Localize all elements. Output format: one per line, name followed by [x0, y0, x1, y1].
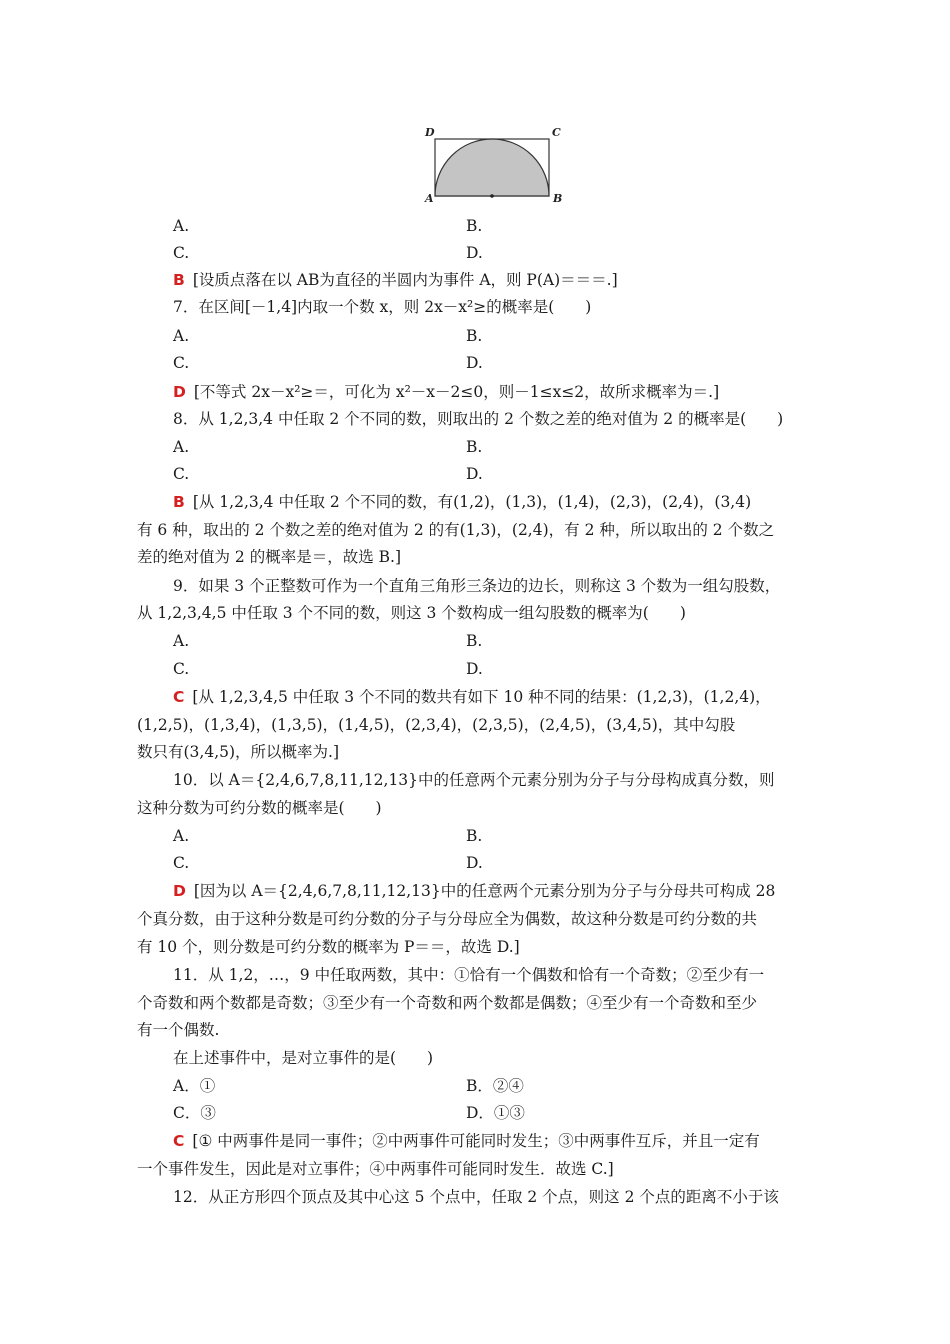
q10-option-a: A.: [173, 827, 190, 845]
q11-stem-3: 有一个偶数.: [137, 1021, 220, 1039]
q12-stem-1: 12．从正方形四个顶点及其中心这 5 个点中，任取 2 个点，则这 2 个点的距离不小于该: [173, 1188, 779, 1206]
label-D: D: [425, 126, 435, 139]
semicircle-in-rectangle-figure: [420, 122, 570, 208]
q9-stem-1: 9．如果 3 个正整数可作为一个直角三角形三条边的边长，则称这 3 个数为一组勾股数，: [173, 577, 781, 595]
q11-option-a: A．①: [173, 1077, 216, 1095]
q11-answer-text-1: [① 中两事件是同一事件；②中两事件可能同时发生；③中两事件互斥，并且一定有: [192, 1132, 760, 1150]
q11-answer: [173, 1131, 853, 1151]
q7-option-d: D.: [466, 354, 483, 372]
q9-option-d: D.: [466, 660, 483, 678]
label-B: B: [553, 192, 563, 205]
q8-option-b: B.: [466, 438, 483, 456]
q9-answer-text-1: [从 1,2,3,4,5 中任取 3 个不同的数共有如下 10 种不同的结果：(1,2,3)，(1,2,4)，: [192, 688, 771, 706]
q6-option-b: B.: [466, 217, 483, 235]
q11-stem-2: 个奇数和两个数都是奇数；③至少有一个奇数和两个数都是偶数；④至少有一个奇数和至少: [137, 994, 758, 1012]
q10-stem-1: 10．以 A＝{2,4,6,7,8,11,12,13}中的任意两个元素分别为分子与分母构成真分数，则: [173, 771, 775, 789]
q7-option-a: A.: [173, 327, 190, 345]
q8-option-d: D.: [466, 465, 483, 483]
q11-option-c: C．③: [173, 1104, 216, 1122]
q11-option-b: B．②④: [466, 1077, 524, 1095]
q9-option-a: A.: [173, 632, 190, 650]
q11-stem-4: 在上述事件中，是对立事件的是( ): [173, 1049, 434, 1067]
q10-option-b: B.: [466, 827, 483, 845]
q11-answer-letter: C: [173, 1132, 185, 1150]
q10-answer-letter: D: [173, 882, 186, 900]
q9-answer-text-2: (1,2,5)，(1,3,4)，(1,3,5)，(1,4,5)，(2,3,4)，(2,3,5)，(2,4,5)，(3,4,5)，其中勾股: [137, 716, 736, 734]
q7-answer-letter: D: [173, 383, 186, 401]
label-A: A: [425, 192, 434, 205]
q10-stem-2: 这种分数为可约分数的概率是( ): [137, 799, 382, 817]
q7-answer: [173, 382, 853, 402]
q8-answer-text-3: 差的绝对值为 2 的概率是＝，故选 B.]: [137, 548, 402, 566]
q11-option-d: D．①③: [466, 1104, 525, 1122]
q9-answer: [173, 687, 853, 707]
q7-answer-text: [不等式 2x－x²≥＝，可化为 x²－x－2≤0，则－1≤x≤2，故所求概率为＝.]: [193, 383, 720, 401]
q11-answer-text-2: 一个事件发生，因此是对立事件；④中两事件可能同时发生．故选 C.]: [137, 1160, 614, 1178]
shaded-semicircle: [435, 139, 549, 196]
q8-option-a: A.: [173, 438, 190, 456]
q11-stem-1: 11．从 1,2，…，9 中任取两数，其中：①恰有一个偶数和恰有一个奇数；②至少有一: [173, 966, 765, 984]
q8-option-c: C.: [173, 465, 190, 483]
q7-option-b: B.: [466, 327, 483, 345]
q9-option-b: B.: [466, 632, 483, 650]
q7-option-c: C.: [173, 354, 190, 372]
q9-answer-text-3: 数只有(3,4,5)，所以概率为.]: [137, 743, 340, 761]
center-point: [490, 194, 494, 198]
q6-answer: [173, 270, 853, 290]
q10-option-d: D.: [466, 854, 483, 872]
label-C: C: [552, 126, 561, 139]
q9-answer-letter: C: [173, 688, 185, 706]
q6-option-c: C.: [173, 244, 190, 262]
q8-answer-text-2: 有 6 种，取出的 2 个数之差的绝对值为 2 的有(1,3)，(2,4)，有 2 种，所以取出的 2 个数之: [137, 521, 775, 539]
q8-answer-text-1: [从 1,2,3,4 中任取 2 个不同的数，有(1,2)，(1,3)，(1,4)，(2,3)，(2,4)，(3,4): [192, 493, 752, 511]
q10-answer-text-3: 有 10 个，则分数是可约分数的概率为 P＝＝，故选 D.]: [137, 938, 520, 956]
q10-answer-text-2: 个真分数，由于这种分数是可约分数的分子与分母应全为偶数，故这种分数是可约分数的共: [137, 910, 758, 928]
q10-option-c: C.: [173, 854, 190, 872]
q6-option-a: A.: [173, 217, 190, 235]
q9-stem-2: 从 1,2,3,4,5 中任取 3 个不同的数，则这 3 个数构成一组勾股数的概率为( ): [137, 604, 686, 622]
q7-stem: 7．在区间[－1,4]内取一个数 x，则 2x－x²≥的概率是( ): [173, 298, 592, 316]
q6-answer-letter: B: [173, 271, 185, 289]
q8-stem: 8．从 1,2,3,4 中任取 2 个不同的数，则取出的 2 个数之差的绝对值为 2 的概率是( ): [173, 410, 784, 428]
q10-answer-text-1: [因为以 A＝{2,4,6,7,8,11,12,13}中的任意两个元素分别为分子与分母共可构成 28: [193, 882, 776, 900]
q8-answer: [173, 492, 853, 512]
q6-answer-text: [设质点落在以 AB为直径的半圆内为事件 A，则 P(A)＝＝＝.]: [192, 271, 618, 289]
q6-option-d: D.: [466, 244, 483, 262]
q9-option-c: C.: [173, 660, 190, 678]
q8-answer-letter: B: [173, 493, 185, 511]
q10-answer: [173, 881, 853, 901]
